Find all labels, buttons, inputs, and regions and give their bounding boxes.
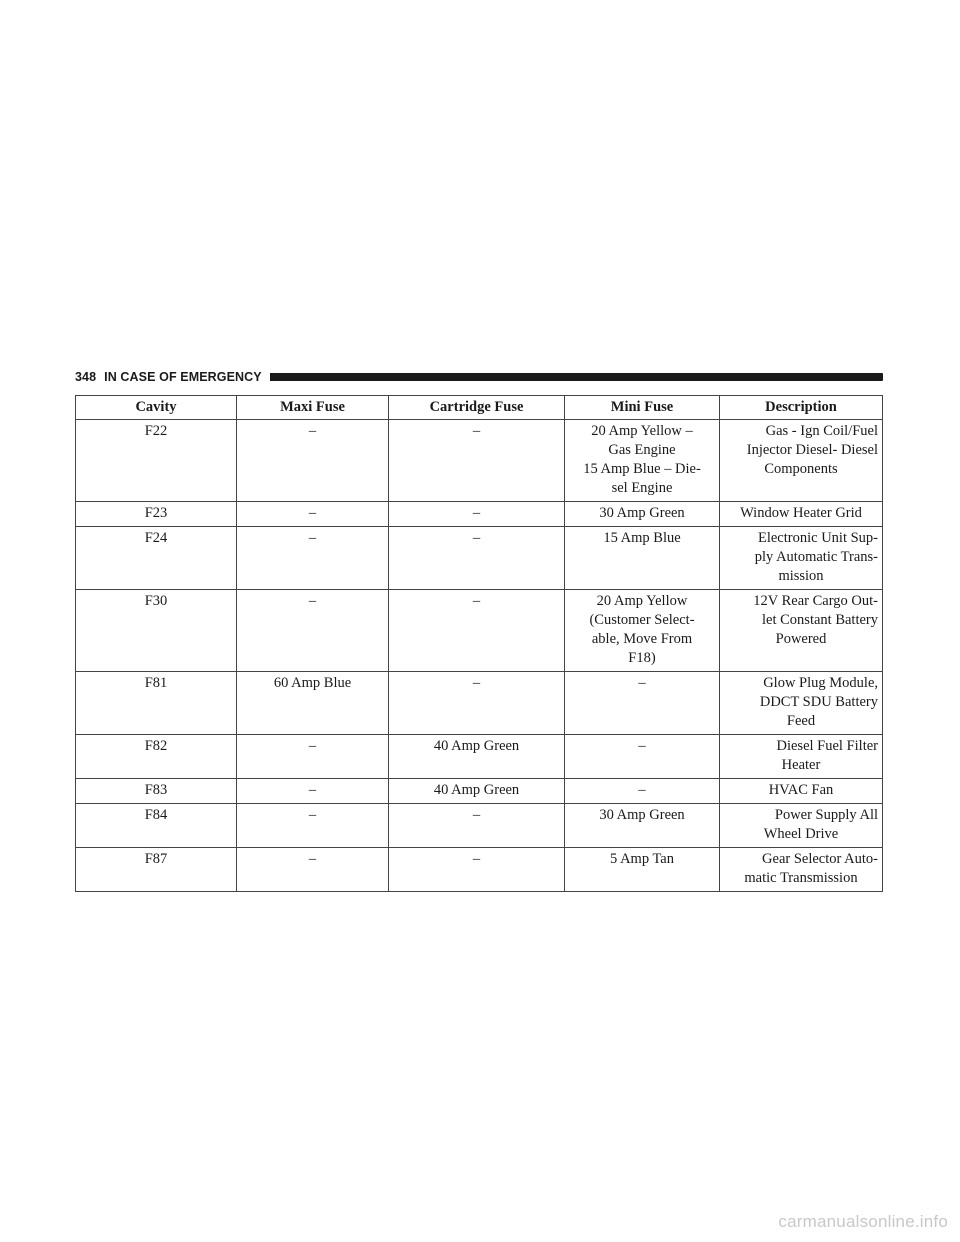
mini-fuse-line: able, Move From [591, 631, 693, 647]
description-line: Gas - Ign Coil/Fuel [765, 423, 878, 439]
mini-fuse-line: – [638, 782, 646, 798]
mini-fuse-cell [565, 848, 720, 892]
table-row [76, 502, 883, 527]
description-line: Wheel Drive [763, 826, 839, 842]
description-line: matic Transmission [744, 870, 858, 886]
mini-fuse-line: 30 Amp Green [599, 807, 685, 823]
cartridge-fuse-cell: – [389, 672, 565, 735]
column-header-cavity: Cavity [76, 396, 237, 420]
description-line: Injector Diesel- Diesel [746, 442, 878, 458]
description-line: Electronic Unit Sup- [757, 530, 878, 546]
description-line: DDCT SDU Battery [759, 694, 878, 710]
cartridge-fuse-cell: – [389, 590, 565, 672]
mini-fuse-cell [565, 779, 720, 804]
maxi-fuse-cell: – [237, 735, 389, 779]
description-cell [720, 804, 883, 848]
description-line: Window Heater Grid [740, 505, 862, 521]
description-cell [720, 502, 883, 527]
cartridge-fuse-cell: – [389, 420, 565, 502]
description-line: Components [764, 461, 838, 477]
mini-fuse-line: 30 Amp Green [599, 505, 685, 521]
cavity-cell: F30 [76, 590, 237, 672]
table-row [76, 590, 883, 672]
description-line: let Constant Battery [762, 612, 878, 628]
table-row [76, 672, 883, 735]
cartridge-fuse-cell: – [389, 848, 565, 892]
mini-fuse-line: (Customer Select- [589, 612, 695, 628]
watermark: carmanualsonline.info [778, 1212, 948, 1231]
mini-fuse-line: 20 Amp Yellow [596, 593, 688, 609]
table-row [76, 779, 883, 804]
mini-fuse-cell [565, 527, 720, 590]
column-header-description: Description [720, 396, 883, 420]
description-cell [720, 735, 883, 779]
mini-fuse-line: 15 Amp Blue – Die- [583, 461, 701, 477]
cavity-cell: F83 [76, 779, 237, 804]
running-header [75, 369, 883, 385]
maxi-fuse-cell: – [237, 779, 389, 804]
fuse-table [75, 395, 883, 892]
section-title: IN CASE OF EMERGENCY [104, 370, 262, 384]
mini-fuse-line: 15 Amp Blue [603, 530, 681, 546]
cavity-cell: F24 [76, 527, 237, 590]
description-line: Glow Plug Module, [763, 675, 878, 691]
description-cell [720, 527, 883, 590]
cartridge-fuse-cell: – [389, 527, 565, 590]
mini-fuse-line: Gas Engine [608, 442, 676, 458]
mini-fuse-line: F18) [628, 650, 656, 666]
mini-fuse-line: sel Engine [611, 480, 673, 496]
description-cell [720, 848, 883, 892]
table-header-row [76, 396, 883, 420]
mini-fuse-line: – [638, 738, 646, 754]
description-line: mission [778, 568, 824, 584]
mini-fuse-line: 5 Amp Tan [610, 851, 674, 867]
table-row [76, 527, 883, 590]
table-row [76, 804, 883, 848]
header-rule [270, 373, 883, 381]
cavity-cell: F82 [76, 735, 237, 779]
fuse-table-body [76, 420, 883, 892]
description-cell [720, 420, 883, 502]
cartridge-fuse-cell: – [389, 804, 565, 848]
mini-fuse-cell [565, 590, 720, 672]
maxi-fuse-cell: – [237, 527, 389, 590]
column-header-mini-fuse: Mini Fuse [565, 396, 720, 420]
maxi-fuse-cell: – [237, 420, 389, 502]
mini-fuse-cell [565, 735, 720, 779]
description-line: ply Automatic Trans- [754, 549, 878, 565]
description-line: Power Supply All [774, 807, 878, 823]
page-number: 348 [75, 370, 97, 384]
description-line: Gear Selector Auto- [762, 851, 878, 867]
column-header-maxi-fuse: Maxi Fuse [237, 396, 389, 420]
description-line: Diesel Fuel Filter [776, 738, 878, 754]
mini-fuse-line: 20 Amp Yellow – [591, 423, 693, 439]
cavity-cell: F87 [76, 848, 237, 892]
cartridge-fuse-cell: 40 Amp Green [389, 779, 565, 804]
description-cell [720, 672, 883, 735]
cavity-cell: F81 [76, 672, 237, 735]
maxi-fuse-cell: – [237, 848, 389, 892]
mini-fuse-cell [565, 502, 720, 527]
cavity-cell: F22 [76, 420, 237, 502]
mini-fuse-cell [565, 672, 720, 735]
description-cell [720, 590, 883, 672]
table-row [76, 848, 883, 892]
table-row [76, 735, 883, 779]
maxi-fuse-cell: – [237, 590, 389, 672]
mini-fuse-cell [565, 804, 720, 848]
description-cell [720, 779, 883, 804]
description-line: Powered [775, 631, 827, 647]
mini-fuse-line: – [638, 675, 646, 691]
cavity-cell: F23 [76, 502, 237, 527]
description-line: Feed [786, 713, 816, 729]
table-row [76, 420, 883, 502]
cavity-cell: F84 [76, 804, 237, 848]
maxi-fuse-cell: – [237, 502, 389, 527]
description-line: 12V Rear Cargo Out- [753, 593, 878, 609]
cartridge-fuse-cell: 40 Amp Green [389, 735, 565, 779]
description-line: Heater [781, 757, 821, 773]
mini-fuse-cell [565, 420, 720, 502]
column-header-cartridge-fuse: Cartridge Fuse [389, 396, 565, 420]
maxi-fuse-cell: 60 Amp Blue [237, 672, 389, 735]
maxi-fuse-cell: – [237, 804, 389, 848]
description-line: HVAC Fan [768, 782, 834, 798]
cartridge-fuse-cell: – [389, 502, 565, 527]
